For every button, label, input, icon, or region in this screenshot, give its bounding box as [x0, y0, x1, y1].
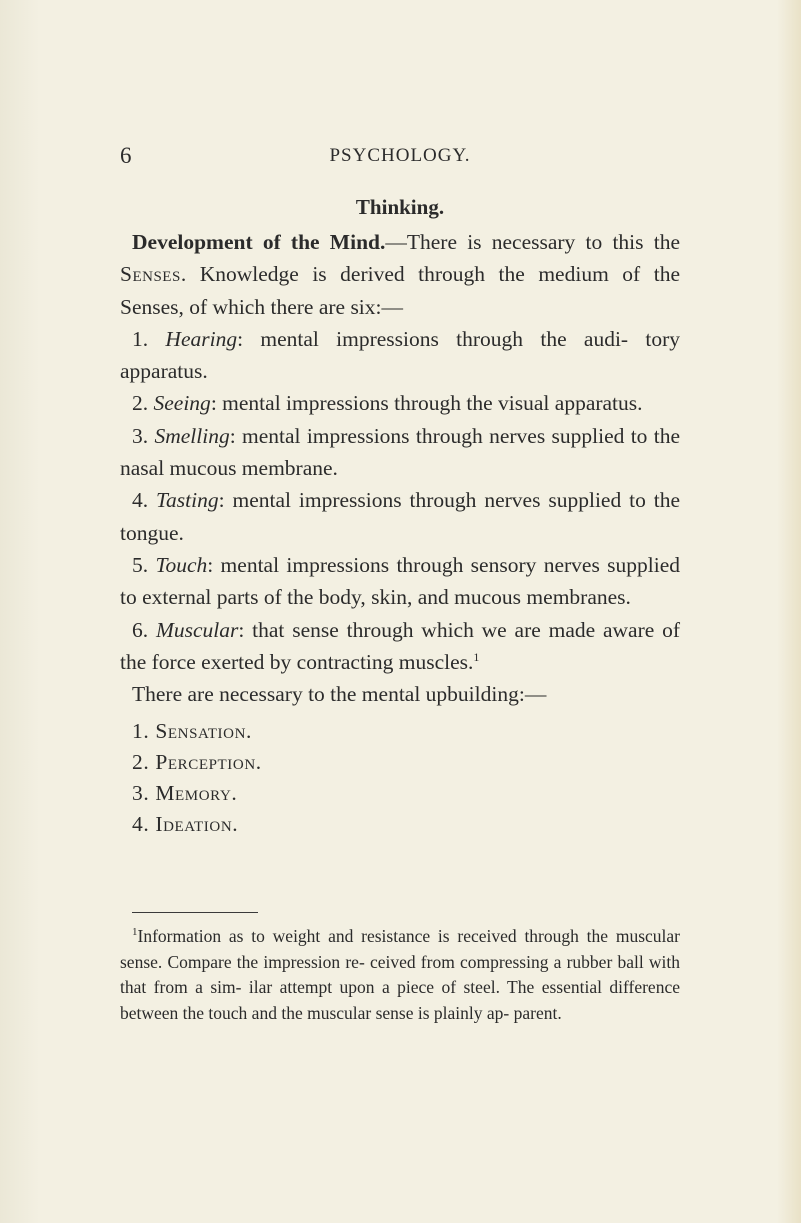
sense-number: 4. — [132, 488, 149, 513]
running-title: PSYCHOLOGY. — [329, 145, 471, 166]
running-head — [120, 143, 680, 171]
sense-item-smelling — [120, 420, 680, 485]
sense-number: 6. — [132, 617, 149, 642]
item-label: Perception. — [155, 750, 262, 775]
sense-item-muscular — [120, 614, 680, 679]
section-heading: Thinking. — [355, 195, 445, 219]
sense-number: 1. — [132, 326, 149, 351]
sense-name: Hearing — [165, 326, 238, 351]
sense-description: : mental impressions through nerves supplied to the tongue. — [120, 488, 681, 545]
intro-text-before: —There is necessary to this the — [385, 230, 680, 254]
sense-item-touch — [120, 549, 680, 614]
item-number: 4. — [132, 812, 150, 837]
sense-item-tasting — [120, 484, 680, 549]
page-edge-shading — [777, 0, 801, 1223]
item-number: 2. — [132, 750, 150, 775]
footnote-paragraph — [120, 924, 680, 1026]
intro-paragraph — [120, 226, 680, 323]
sense-name: Muscular — [155, 617, 239, 642]
senses-term: Senses — [120, 262, 181, 287]
footnote — [120, 924, 680, 1026]
footnote-reference[interactable]: 1 — [473, 649, 480, 664]
item-number: 3. — [132, 781, 150, 806]
list-item — [120, 809, 680, 840]
item-label: Ideation. — [155, 812, 239, 837]
item-label: Sensation. — [155, 719, 252, 744]
footnote-text: Information as to weight and resistance is received through the muscular sense. Compare the impression re- ceived from compressing a rubber ball with that from a sim- ilar attempt upon a piece of steel. The essential difference between the touch and the muscular sense is plainly ap- parent. — [120, 926, 680, 1023]
sense-name: Smelling — [154, 423, 230, 448]
footnote-mark: 1 — [132, 926, 138, 939]
sense-number: 3. — [132, 423, 149, 448]
sense-name: Tasting — [156, 488, 219, 513]
list-item — [120, 778, 680, 809]
sense-description: : mental impressions through nerves supplied to the nasal mucous membrane. — [120, 423, 681, 481]
list-item — [120, 747, 680, 778]
sense-description: : mental impressions through the audi- tory apparatus. — [120, 326, 680, 384]
sense-item-hearing — [120, 323, 680, 388]
item-number: 1. — [132, 719, 150, 744]
upbuilding-lead: There are necessary to the mental upbuilding:— — [132, 682, 547, 707]
footnote-divider — [132, 912, 258, 913]
sense-number: 5. — [132, 552, 149, 577]
sense-item-seeing — [120, 387, 680, 419]
sense-description: : mental impressions through sensory nerves supplied to external parts of the body, skin, and mucous membranes. — [120, 552, 680, 610]
sense-description: : mental impressions through the visual apparatus. — [210, 391, 643, 416]
sense-description: : that sense through which we are made aware of the force exerted by contracting muscles. — [120, 617, 681, 674]
sense-number: 2. — [132, 391, 149, 416]
sense-name: Touch — [155, 552, 208, 577]
mental-upbuilding-list — [120, 716, 680, 840]
intro-text-after: . Knowledge is derived through the medium of the Senses, of which there are six:— — [120, 262, 680, 319]
list-item — [120, 716, 680, 747]
body-text — [120, 226, 680, 840]
sense-name: Seeing — [153, 391, 211, 416]
page-number: 6 — [120, 143, 132, 168]
item-label: Memory. — [155, 781, 238, 806]
run-in-heading: Development of the Mind. — [132, 230, 386, 254]
